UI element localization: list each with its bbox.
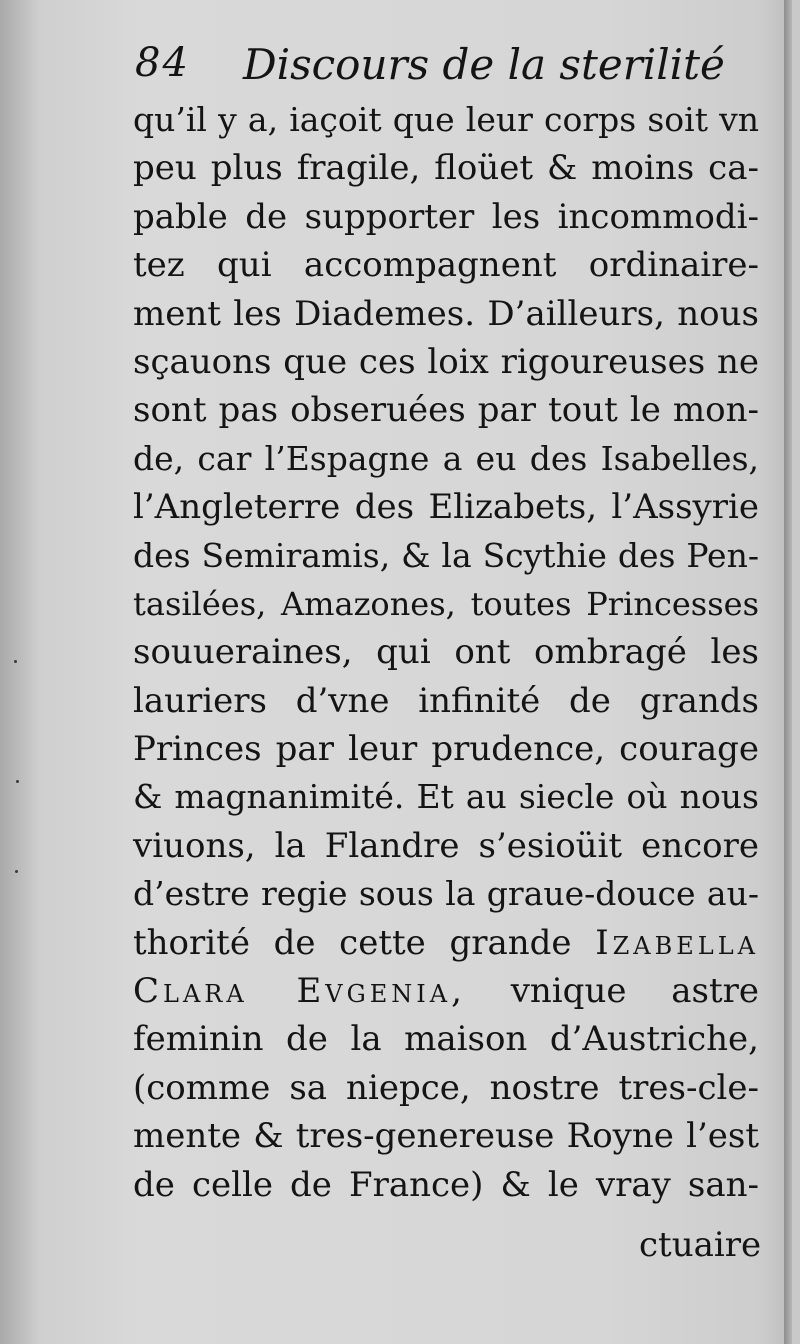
text-line: de celle de France) & le vray san- bbox=[133, 1164, 759, 1205]
text-line: lauriers d’vne infinité de grands bbox=[133, 680, 759, 721]
catchword: ctuaire bbox=[639, 1225, 762, 1265]
running-head bbox=[135, 40, 775, 100]
name-small-caps: Izabella bbox=[595, 922, 759, 963]
text-line: viuons, la Flandre s’esioüit encore bbox=[133, 825, 759, 866]
text-segment: vnique astre bbox=[510, 971, 759, 1012]
page-edge-shadow bbox=[784, 0, 792, 1344]
name-small-caps: Clara Evgenia, bbox=[133, 971, 466, 1012]
text-line: peu plus fragile, floüet & moins ca- bbox=[133, 148, 759, 189]
text-line: sont pas obseruées par tout le mon- bbox=[133, 390, 759, 431]
text-line-with-name bbox=[133, 919, 759, 967]
running-title: Discours de la sterilité bbox=[243, 40, 725, 89]
text-line: d’estre regie sous la graue-douce au- bbox=[133, 874, 759, 914]
text-line: l’Angleterre des Elizabets, l’Assyrie bbox=[133, 487, 759, 528]
page-number: 84 bbox=[135, 40, 190, 86]
text-line: feminin de la maison d’Austriche, bbox=[133, 1019, 759, 1060]
text-line: tez qui accompagnent ordinaire- bbox=[133, 245, 759, 286]
text-segment: thorité de cette grande bbox=[133, 922, 572, 963]
text-line: & magnanimité. Et au siecle où nous bbox=[133, 777, 759, 817]
text-line: souueraines, qui ont ombragé les bbox=[133, 632, 759, 673]
text-line: de, car l’Espagne a eu des Isabelles, bbox=[133, 438, 759, 478]
text-line: sçauons que ces loix rigoureuses ne bbox=[133, 341, 759, 382]
ink-speck bbox=[14, 660, 17, 663]
text-line: tasilées, Amazones, toutes Princesses bbox=[133, 584, 759, 623]
text-line: mente & tres-genereuse Royne l’est bbox=[133, 1116, 759, 1157]
body-text bbox=[133, 96, 759, 1209]
text-line: (comme sa niepce, nostre tres-cle- bbox=[133, 1067, 759, 1108]
text-line: qu’il y a, iaçoit que leur corps soit vn bbox=[133, 100, 759, 139]
text-line: Princes par leur prudence, courage bbox=[133, 729, 759, 770]
ink-speck bbox=[15, 870, 18, 873]
ink-speck bbox=[16, 780, 19, 783]
text-line: des Semiramis, & la Scythie des Pen- bbox=[133, 535, 759, 575]
margin-specks bbox=[12, 660, 26, 920]
text-line: ment les Diademes. D’ailleurs, nous bbox=[133, 293, 759, 334]
text-line: pable de supporter les incommodi- bbox=[133, 196, 759, 237]
text-line-with-name bbox=[133, 967, 759, 1015]
